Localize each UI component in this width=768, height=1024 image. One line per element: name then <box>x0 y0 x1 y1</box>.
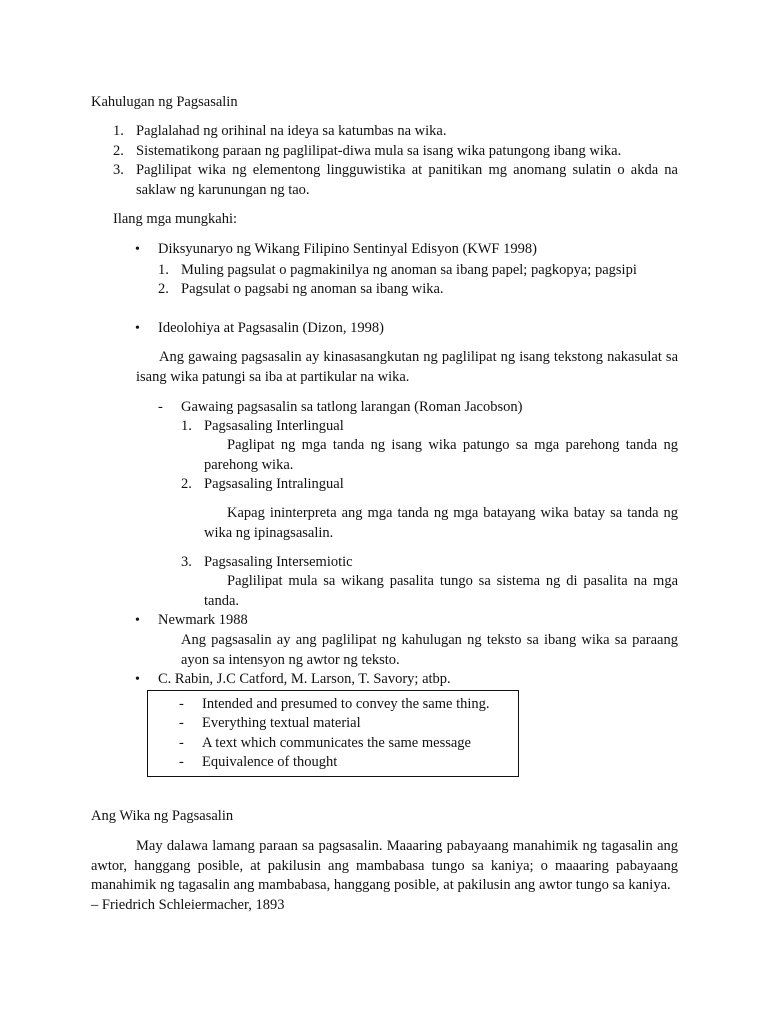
list-number: 1. <box>113 123 124 139</box>
bullet-glyph: • <box>135 242 140 257</box>
bullet-item: Diksyunaryo ng Wikang Filipino Sentinyal Edisyon (KWF 1998) <box>158 241 537 257</box>
list-item: Paglilipat wika ng elementong lingguwistika at panitikan mg anomang sulatin o akda na saklaw ng karunungan ng tao. <box>136 162 678 198</box>
quote-text: May dalawa lamang paraan sa pagsasalin. Maaaring pabayaang manahimik ng tagasalin ang awtor, hanggang posible, at pakilusin ang mambabasa tungo sa kaniya; o maaaring pabayaang manahimik ng tagasalin ang mambabasa, hanggang posible, at pakilusin ang awtor tungo sa kaniya. <box>91 838 678 893</box>
list-item-title: Pagsasaling Interlingual <box>204 418 344 434</box>
dash-marker: - <box>179 735 184 751</box>
suggestions-label: Ilang mga mungkahi: <box>113 211 238 227</box>
box-item: Equivalence of thought <box>202 754 338 770</box>
list-number: 2. <box>158 281 169 297</box>
box-item: Everything textual material <box>202 715 361 731</box>
paragraph: Ang gawaing pagsasalin ay kinasasangkutan ng paglilipat ng isang tekstong nakasulat sa isang wika patungi sa iba at partikular na wika. <box>136 349 678 385</box>
list-item-title: Pagsasaling Intersemiotic <box>204 554 353 570</box>
bullet-desc: Ang pagsasalin ay ang paglilipat ng kahulugan ng teksto sa ibang wika sa paraang ayon sa intensyon ng awtor ng teksto. <box>181 632 678 668</box>
quote-paragraph <box>91 837 678 915</box>
list-number: 2. <box>181 476 192 492</box>
section-heading: Kahulugan ng Pagsasalin <box>91 94 238 110</box>
list-number: 3. <box>181 554 192 570</box>
bullet-glyph: • <box>135 613 140 628</box>
list-number: 2. <box>113 143 124 159</box>
box-item: A text which communicates the same message <box>202 735 471 751</box>
list-item-desc: Paglilipat mula sa wikang pasalita tungo sa sistema ng di pasalita na mga tanda. <box>204 573 678 609</box>
bullet-glyph: • <box>135 321 140 336</box>
list-item-desc: Kapag ininterpreta ang mga tanda ng mga batayang wika batay sa tanda ng wika ng ipinagsasalin. <box>204 505 678 541</box>
dash-marker: - <box>179 696 184 712</box>
list-item-title: Pagsasaling Intralingual <box>204 476 344 492</box>
list-number: 1. <box>158 262 169 278</box>
list-item: Pagsulat o pagsabi ng anoman sa ibang wika. <box>181 281 444 297</box>
dash-marker: - <box>179 715 184 731</box>
section-heading: Ang Wika ng Pagsasalin <box>91 808 234 824</box>
list-item-desc: Paglipat ng mga tanda ng isang wika patungo sa mga parehong tanda ng parehong wika. <box>204 437 678 473</box>
bullet-item: Ideolohiya at Pagsasalin (Dizon, 1998) <box>158 320 384 336</box>
dash-marker: - <box>158 399 163 415</box>
list-item: Paglalahad ng orihinal na ideya sa katumbas na wika. <box>136 123 447 139</box>
list-item: Sistematikong paraan ng paglilipat-diwa mula sa isang wika patungong ibang wika. <box>136 143 622 159</box>
list-number: 3. <box>113 162 124 178</box>
list-item: Muling pagsulat o pagmakinilya ng anoman sa ibang papel; pagkopya; pagsipi <box>181 262 637 278</box>
dash-item: Gawaing pagsasalin sa tatlong larangan (Roman Jacobson) <box>181 399 523 415</box>
list-number: 1. <box>181 418 192 434</box>
quote-attribution: – Friedrich Schleiermacher, 1893 <box>91 896 285 913</box>
bullet-item: C. Rabin, J.C Catford, M. Larson, T. Savory; atbp. <box>158 671 451 687</box>
bullet-item: Newmark 1988 <box>158 612 248 628</box>
bullet-glyph: • <box>135 672 140 687</box>
box-item: Intended and presumed to convey the same thing. <box>202 696 490 712</box>
dash-marker: - <box>179 754 184 770</box>
